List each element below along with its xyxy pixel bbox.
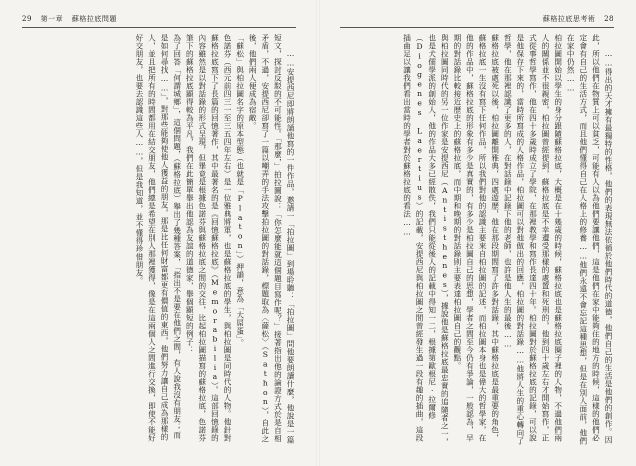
right-page-body	[340, 34, 614, 446]
left-page-header	[22, 14, 123, 24]
left-page-number: 29	[22, 15, 32, 23]
left-page-chapter: 第一章	[40, 15, 64, 23]
right-page-number: 28	[604, 15, 614, 23]
right-page	[318, 0, 636, 466]
right-page-header	[537, 14, 614, 24]
left-page-running-title: 蘇格拉底問題	[71, 15, 117, 23]
right-page-text: ……得出的天才擁有最獨特的性格，他們的表現無法依循於他們時代的道德，他們自己的生活是他們的創作。因此，所以他們在物質上可以貧乏，可能有人以為他們要讓他們，這是他們在家中能夠住的地方的時候，這樣的他們必定會有自己的生活方式，而且他們懂得自己在人格上的修養……他們永遠不會忘記這種思想，但是在別人面前，他們在家中仍然…… 柏拉圖開始以學生的身分跟隨蘇格拉底，大概是在十幾歲的時候，蘇格拉底也是蘇格拉底圈子裡的人物，不過他們兩人的關係並不很親密，柏拉圖曾經提到，蘇格拉底是不幸遭受那樣的處置和死刑的，他到四十歲左右才開始寫作，正式從事哲學寫作，他在四十多歲時成立了學院，在那裡教學和寫作長達四十年。柏拉圖對於蘇格拉底的記錄，可以說是他保存下來的，當時所寫成的人格作品，柏拉圖可以對他做出的回應，柏拉圖的對話錄……他將人生的重心轉向了哲學，他在那裡認識了更多的人，在對話錄中記錄下他的老師，也許是他人生的最後…… 蘇格拉底被處死以後，柏拉圖離開雅典，四處遊歷，他在那段期間寫了許多對話錄，其中蘇格拉底是最重要的角色，蘇格拉底一生沒有寫下任何作品，所以我們對他的認識主要來自柏拉圖的記述，而柏拉圖本身也是偉大的哲學家，在他的作品中，蘇格拉底的形象有多少是真實的，有多少是柏拉圖自己的思想，學者之間至今仍有爭論，一般認為，早期的對話錄比較接近歷史上的蘇格拉底，而中期和晚期的對話錄則主要表達柏拉圖自己的觀點。 與柏拉圖同時代的另一位作家是安提西尼（Antisthenes），據說他是蘇格拉底最忠實的追隨者之一，也是犬儒學派的創始人，他的作品大多已經散佚，我們只能從後人的記載中得知一二，根據第歐根尼·拉爾修（Diogenes Laertius）的記載，安提西尼與柏拉圖之間曾經發生過一段有趣的插曲，這段插曲足以讓我們看出當時的學者對於蘇格拉底的看法……	[402, 34, 613, 446]
right-header-rule	[340, 27, 614, 28]
right-page-running-title: 蘇格拉底思考術	[542, 15, 596, 23]
left-page-body	[22, 34, 296, 446]
left-page-text: ……安提西尼即將朗誦他寫的一件作品，邀請一「拍拉圖」到場聆聽：「拍拉圖」問他要朗讀什麼，他說是一篇短文，探討反駁的不可能性。「那麼，」拍拉圖說：「你怎麼能就這個題目寫作呢？」接著指出他的論證方式於是自相矛盾，不過，安提西尼卻寫了一篇以嘲弄的手法攻擊拍拉圖的對話錄，標題取為〈薩松〉（Sathon），自此之後，他們兩人便成為宿敵。 「蘇松」與柏拉圖名字的原本型態（也就是「Platon」）押韻，意為「大屌蛋」。 色諾芬（西元前四三一至三五四年左右）是一位雅典將軍，也是蘇格拉底的學生，與柏拉圖是同時代的人物。他針對蘇格拉底寫下了長篇的回憶著作，其中最著名的是《回憶蘇格拉底》（Memorabilia）。這部回憶錄的內容雖然是以對話錄的形式呈現，但畢竟是根據色諾芬與蘇格拉底之間的交往，比起柏拉圖描寫的蘇格拉底，色諾芬筆下的蘇格拉底顯得較為平凡，我們在此簡單舉出他認為友誼的道德家，舉個顯短的例子： 為了回答「何謂城鄉」，這個問題，（蘇格拉底）舉出了幾種答案，「指出不是要在他們之間，有人說我沒有朋友；而是如何尋找……」，對那些能夠使他人獲益的朋友，那是比任何財富都更有價值的東西，他們努力讓自己成為那樣的人，並且把所有的時間都用在結交朋友，他們總是希望在別人那裡獲得，像是在這兩個人之間進行交換，即使不能好好交朋友，也要去認識這些人……，但是我知道，並不懂得珍惜朋友。	[134, 34, 295, 444]
left-header-rule	[22, 27, 296, 28]
